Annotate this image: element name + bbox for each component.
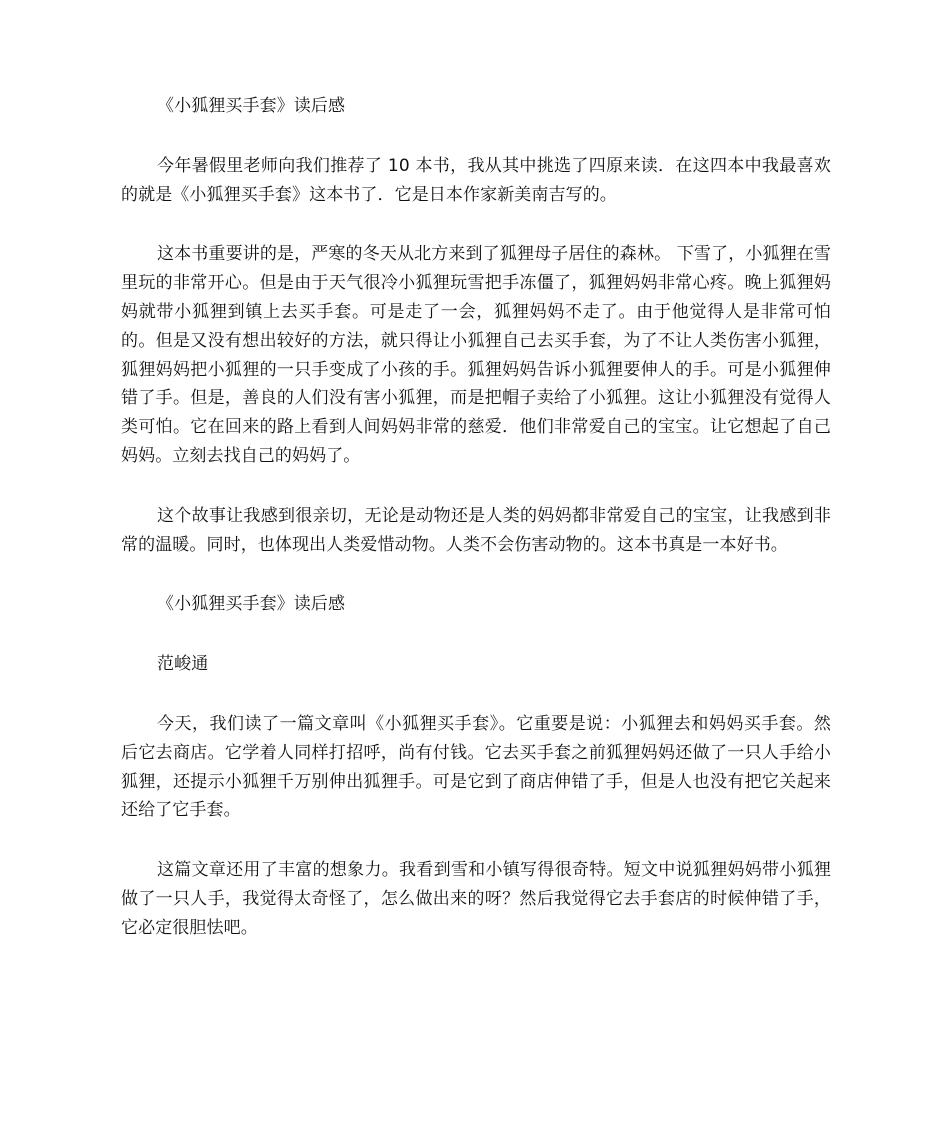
paragraph: 这本书重要讲的是，严寒的冬天从北方来到了狐狸母子居住的森林。 下雪了，小狐狸在雪里玩的非常开心。但是由于天气很冷小狐狸玩雪把手冻僵了，狐狸妈妈非常心疼。晚上狐狸妈妈就带小狐狸到镇上去买手套。可是走了一会，狐狸妈妈不走了。由于他觉得人是非常可怕的。但是又没有想出较好的方法，就只得让小狐狸自己去买手套，为了不让人类伤害小狐狸，狐狸妈妈把小狐狸的一只手变成了小孩的手。狐狸妈妈告诉小狐狸要伸人的手。可是小狐狸伸错了手。但是，善良的人们没有害小狐狸，而是把帽子卖给了小狐狸。这让小狐狸没有觉得人类可怕。它在回来的路上看到人间妈妈非常的慈爱．他们非常爱自己的宝宝。让它想起了自己妈妈。立刻去找自己的妈妈了。: [121, 244, 831, 466]
author-name: 范峻通: [157, 654, 209, 675]
essay-title: 《小狐狸买手套》读后感: [157, 594, 346, 615]
paragraph: 今天，我们读了一篇文章叫《小狐狸买手套》。它重要是说：小狐狸去和妈妈买手套。然后它去商店。它学着人同样打招呼，尚有付钱。它去买手套之前狐狸妈妈还做了一只人手给小狐狸，还提示小狐狸千万别伸出狐狸手。可是它到了商店伸错了手，但是人也没有把它关起来还给了它手套。: [121, 713, 831, 821]
paragraph: 今年暑假里老师向我们推荐了 10 本书，我从其中挑选了四原来读．在这四本中我最喜欢的就是《小狐狸买手套》这本书了．它是日本作家新美南吉写的。: [121, 155, 831, 205]
essay-title: 《小狐狸买手套》读后感: [157, 96, 346, 116]
paragraph: 这篇文章还用了丰富的想象力。我看到雪和小镇写得很奇特。短文中说狐狸妈妈带小狐狸做了一只人手，我觉得太奇怪了，怎么做出来的呀？然后我觉得它去手套店的时候伸错了手，它必定很胆怯吧。: [121, 860, 831, 938]
document-body: [121, 92, 831, 974]
paragraph: 这个故事让我感到很亲切，无论是动物还是人类的妈妈都非常爱自己的宝宝，让我感到非常的温暖。同时，也体现出人类爱惜动物。人类不会伤害动物的。这本书真是一本好书。: [121, 505, 831, 555]
